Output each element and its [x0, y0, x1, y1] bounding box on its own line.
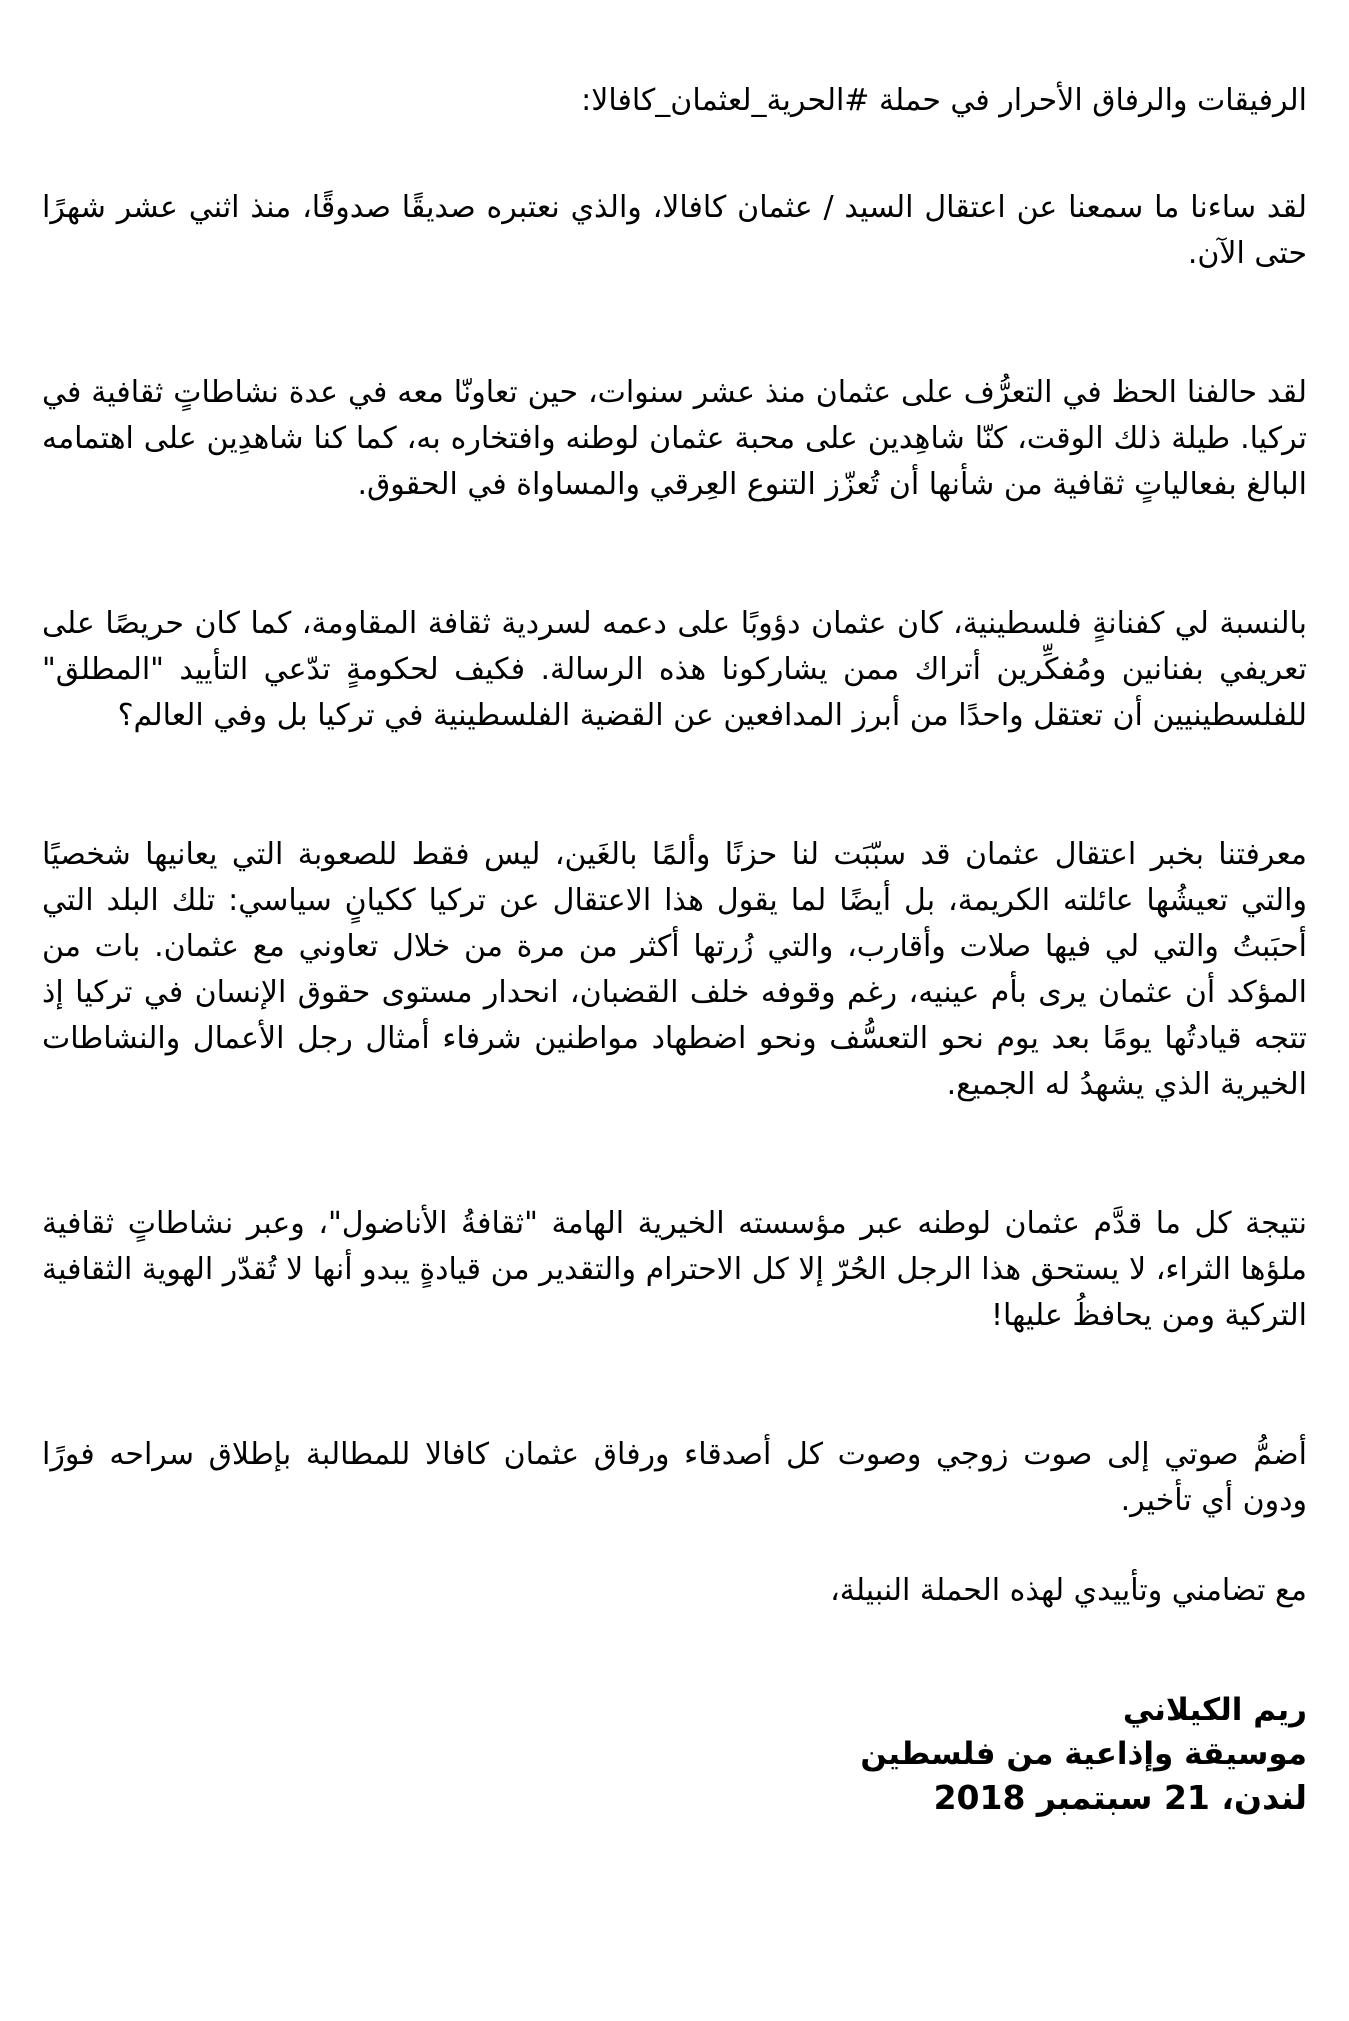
letter-greeting: الرفيقات والرفاق الأحرار في حملة #الحرية_لعثمان_كافالا:	[581, 83, 1307, 118]
signature-place-date: لندن، 21 سبتمبر 2018	[933, 1778, 1307, 1817]
signature-name: ريم الكيلاني	[1122, 1692, 1307, 1728]
paragraph-2: لقد حالفنا الحظ في التعرُّف على عثمان منذ عشر سنوات، حين تعاونّا معه في عدة نشاطاتٍ ثقافية في تركيا. طيلة ذلك الوقت، كنّا شاهِدين على محبة عثمان لوطنه وافتخاره به، كما كنا شاهدِين على اهتمامه البالغ بفعالياتٍ ثقافية من شأنها أن تُعزّز التنوع العِرقي والمساواة في الحقوق.	[42, 375, 1307, 502]
signature-block	[42, 1688, 1307, 1820]
letter-closing: مع تضامني وتأييدي لهذه الحملة النبيلة،	[830, 1573, 1307, 1608]
paragraph-5: نتيجة كل ما قدَّم عثمان لوطنه عبر مؤسسته الخيرية الهامة "ثقافةُ الأناضول"، وعبر نشاطاتٍ ثقافية ملؤها الثراء، لا يستحق هذا الرجل الحُرّ إلا كل الاحترام والتقدير من قيادةٍ يبدو أنها لا تُقدّر الهوية الثقافية التركية ومن يحافظُ عليها!	[42, 1206, 1307, 1333]
letter	[42, 78, 1307, 1820]
paragraph-6: أضمُّ صوتي إلى صوت زوجي وصوت كل أصدقاء ورفاق عثمان كافالا للمطالبة بإطلاق سراحه فورًا ودون أي تأخير.	[42, 1437, 1307, 1518]
signature-title: موسيقة وإذاعية من فلسطين	[860, 1736, 1307, 1772]
paragraph-4: معرفتنا بخبر اعتقال عثمان قد سبّبَت لنا حزنًا وألمًا بالغَين، ليس فقط للصعوبة التي يعانيها شخصيًا والتي تعيشُها عائلته الكريمة، بل أيضًا لما يقول هذا الاعتقال عن تركيا ككيانٍ سياسي: تلك البلد التي أحبَبتُ والتي لي فيها صلات وأقارب، والتي زُرتها أكثر من مرة من خلال تعاوني مع عثمان. بات من المؤكد أن عثمان يرى بأم عينيه، رغم وقوفه خلف القضبان، انحدار مستوى حقوق الإنسان في تركيا إذ تتجه قيادتُها يومًا بعد يوم نحو التعسُّف ونحو اضطهاد مواطنين شرفاء أمثال رجل الأعمال والنشاطات الخيرية الذي يشهدُ له الجميع.	[42, 837, 1307, 1102]
paragraph-1: لقد ساءنا ما سمعنا عن اعتقال السيد / عثمان كافالا، والذي نعتبره صديقًا صدوقًا، منذ اثني عشر شهرًا حتى الآن.	[42, 190, 1307, 271]
paragraph-3: بالنسبة لي كفنانةٍ فلسطينية، كان عثمان دؤوبًا على دعمه لسردية ثقافة المقاومة، كما كان حريصًا على تعريفي بفنانين ومُفكِّرين أتراك ممن يشاركونا هذه الرسالة. فكيف لحكومةٍ تدّعي التأييد "المطلق" للفلسطينيين أن تعتقل واحدًا من أبرز المدافعين عن القضية الفلسطينية في تركيا بل وفي العالم؟	[42, 606, 1307, 733]
